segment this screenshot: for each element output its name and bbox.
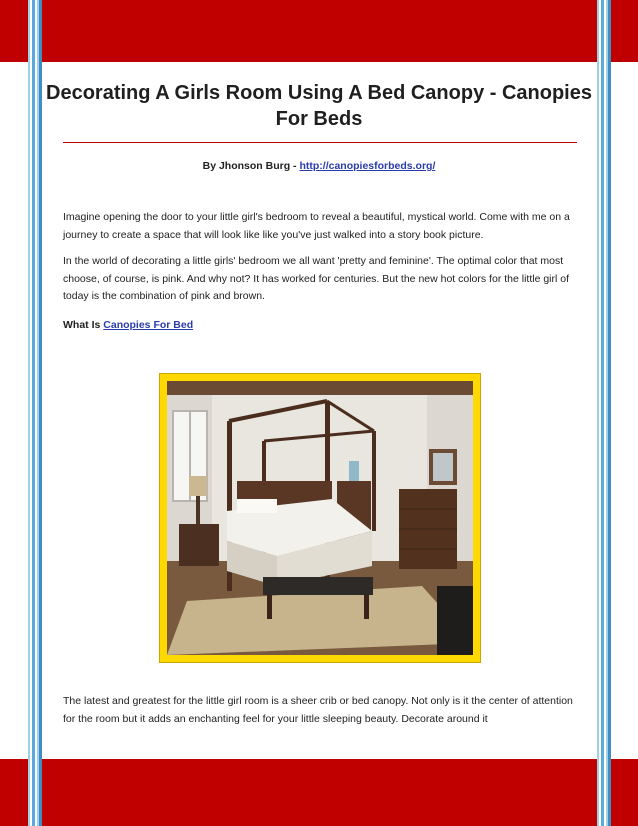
byline-author: By Jhonson Burg - <box>202 160 300 172</box>
byline <box>45 160 593 172</box>
section-heading-link[interactable]: Canopies For Bed <box>103 319 194 331</box>
bedroom-photo-frame <box>159 373 481 663</box>
top-red-band <box>0 0 638 62</box>
paragraph-colors: In the world of decorating a little girls' bedroom we all want 'pretty and feminine'. The optimal color that most choose, of course, is pink. And why not? It has worked for centuries. But the new hot colors for the little girl of today is the combination of pink and brown. <box>63 255 570 302</box>
title-divider <box>63 142 577 143</box>
section-heading <box>63 319 193 331</box>
bottom-red-band <box>0 759 638 826</box>
bedroom-photo <box>167 381 473 655</box>
section-heading-prefix: What Is <box>63 319 104 331</box>
paragraph-canopy: The latest and greatest for the little girl room is a sheer crib or bed canopy. Not only is it the center of attention for the room but it adds an enchanting feel for your little sleeping beauty. Decorate around it <box>63 695 573 725</box>
document-page <box>45 62 593 759</box>
right-border-stripe <box>597 0 611 826</box>
paragraph-intro: Imagine opening the door to your little girl's bedroom to reveal a beautiful, mystical world. Come with me on a journey to create a space that will look like like you've just walked into a story book picture. <box>63 211 570 241</box>
document-title: Decorating A Girls Room Using A Bed Canopy - Canopies For Beds <box>46 82 592 130</box>
canopy-bed-image <box>167 381 473 655</box>
left-border-stripe <box>28 0 42 826</box>
byline-link[interactable]: http://canopiesforbeds.org/ <box>299 160 436 172</box>
